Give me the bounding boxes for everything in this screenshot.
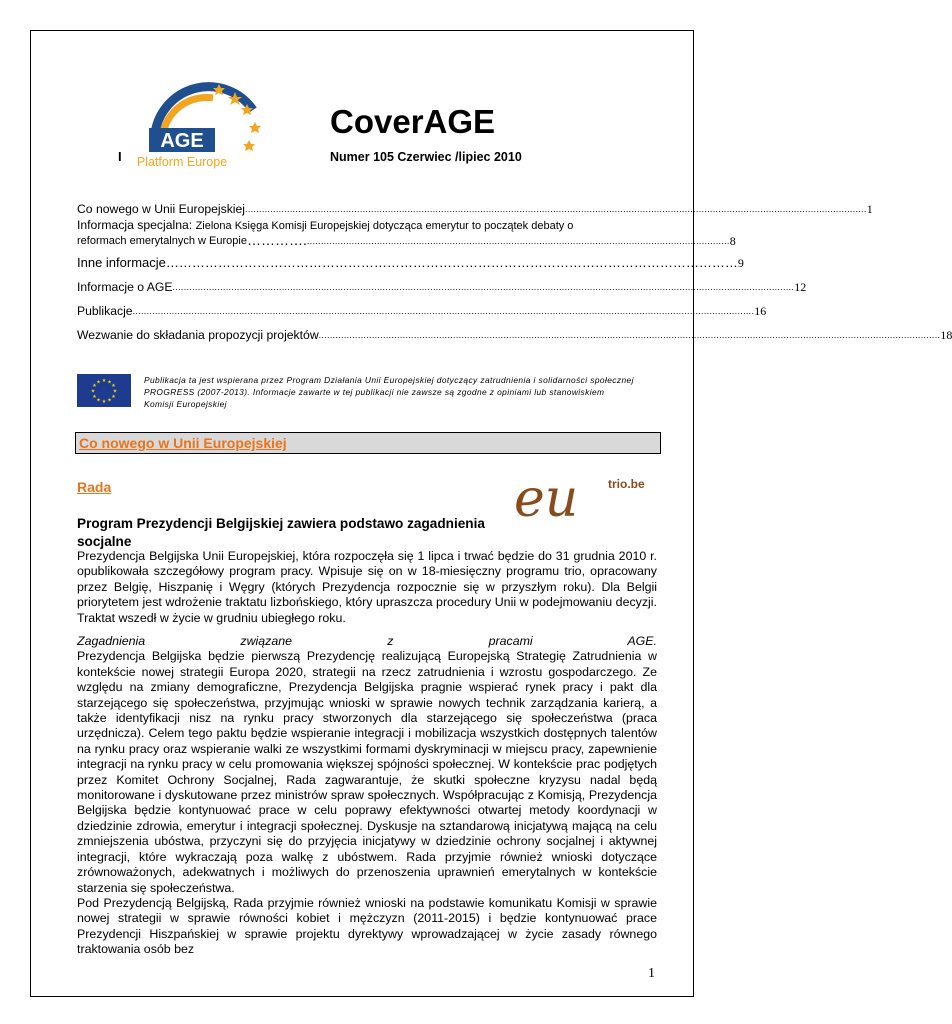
toc-label: Inne informacje — [77, 255, 166, 270]
toc-page: 8 — [729, 234, 736, 248]
svg-text:★: ★ — [92, 383, 97, 389]
svg-text:★: ★ — [107, 379, 112, 386]
svg-text:★: ★ — [92, 394, 97, 400]
eu-trio-logo — [512, 469, 652, 529]
paragraph-lead: Zagadnienia związane z pracami AGE. — [77, 634, 657, 648]
eu-flag-icon — [77, 374, 131, 407]
toc-entry[interactable]: Wezwanie do składania propozycji projektów .............................................................................................................................................................................................................................. 18 — [77, 328, 952, 342]
svg-text:★: ★ — [111, 394, 116, 400]
toc-entry-special[interactable]: Informacja specjalna: Zielona Księga Komisji Europejskiej dotycząca emerytur to początek debaty o reformach emerytalnych w Europie …………. ....................................................................................................................................................... 8 — [77, 218, 736, 248]
toc-label: Informacje o AGE — [77, 280, 173, 294]
header-marker: I — [118, 149, 122, 164]
star-icon — [243, 140, 255, 151]
funding-disclaimer: Publikacja ta jest wspierana przez Program Działania Unii Europejskiej dotyczący zatrudnienia i solidarności społecznej PROGRESS (2007-2013). Informacje zawarte w tej publikacji nie zawsze są zgodne z opiniami lub stanowiskiem Komisji Europejskiej — [144, 375, 634, 409]
paragraph-text: Prezydencja Belgijska będzie pierwszą Prezydencję realizującą Europejską Strategię Zatrudnienia w kontekście nowej strategii Europa 2020, strategii na rzecz zatrudnienia i wzrostu gospodarczego. Ze względu na zmiany demograficzne, Prezydencja Belgijska pragnie wspierać rynek pracy i pakt dla starzejącego się społeczeństwa, przyjmując wnioski w sprawie nowych technik zarządzania karierą, a także identyfikacji nisz na rynku pracy stworzonych dla starzejącego się społeczeństwa (praca urzędnicza). Celem tego paktu będzie wspieranie integracji i mobilizacja wszystkich dostępnych talentów na rynku pracy oraz wspieranie walki ze wszystkimi formami dyskryminacji w miejscu pracy, zapewnienie integracji na rynku pracy w celu promowania większej spójności społecznej. W kontekście prac podjętych przez Komitet Ochrony Socjalnej, Rada zagwarantuje, że skutki społeczne kryzysu nadal będą monitorowane i dyskutowane przez ministrów spraw społecznych. Współpracując z Komisją, Prezydencja Belgijska będzie kontynuować prace w celu poprawy efektywności otwartej metody koordynacji w dziedzinie zdrowia, emerytur i integracji społecznej. Dyskusje na sztandarową inicjatywą mającą na celu zmniejszenia ubóstwa, przyczyni się do przyjęcia inicjatywy w dziedzinie ochrony socjalnej i aktywnej integracji, które wykraczają poza walkę z ubóstwem. Rada przyjmie również wnioski dotyczące zrównoważonych, adekwatnych i możliwych do przenoszenia uprawnień emerytalnych w kontekście starzenia się społeczeństwa. — [77, 649, 657, 895]
subsection-title: Rada — [77, 479, 112, 495]
svg-text:trio.be: trio.be — [608, 477, 645, 491]
svg-text:★: ★ — [112, 388, 118, 395]
toc-entry[interactable]: Inne informacje …………………………………………………………………………………………………………………… 9 — [77, 255, 744, 270]
toc-page: 16 — [754, 304, 767, 318]
issue-info: Numer 105 Czerwiec /lipiec 2010 — [330, 150, 522, 164]
toc-label: Wezwanie do składania propozycji projektów — [77, 328, 319, 342]
paragraph-text: Pod Prezydencją Belgijską, Rada przyjmie również wnioski na podstawie komunikatu Komisji w sprawie nowej strategii w sprawie równości kobiet i mężczyzn (2011-2015) i będzie kontynuować prace Prezydencji Hiszpańskiej w sprawie projektu dyrektywy wprowadzającej w życie zasady równego traktowania osób bez — [77, 895, 657, 957]
svg-text:★: ★ — [107, 397, 112, 404]
toc-label-detail: reformach emerytalnych w Europie — [77, 235, 247, 247]
section-title: Co nowego w Unii Europejskiej — [79, 435, 287, 451]
svg-text:eu: eu — [514, 469, 579, 529]
toc-page: 18 — [940, 328, 952, 342]
newsletter-title: CoverAGE — [330, 103, 496, 140]
toc-page: 9 — [737, 256, 744, 270]
article-paragraph — [77, 549, 657, 626]
toc-page: 12 — [794, 280, 807, 294]
star-icon — [249, 122, 261, 133]
toc-entry[interactable]: Informacje o AGE .............................................................................................................................................................................................................................. 12 — [77, 280, 807, 294]
age-platform-europe-logo — [136, 82, 275, 174]
article-paragraph — [77, 634, 657, 958]
toc-label: Publikacje — [77, 304, 133, 318]
toc-entry[interactable]: Co nowego w Unii Europejskiej .............................................................................................................................................................................................................................. 1 — [77, 202, 873, 216]
svg-text:Platform Europe: Platform Europe — [136, 155, 228, 169]
svg-text:★: ★ — [111, 383, 116, 389]
toc-entry[interactable]: Publikacje .............................................................................................................................................................................................................................. 16 — [77, 304, 767, 318]
svg-text:★: ★ — [96, 379, 101, 386]
article-heading: Program Prezydencji Belgijskiej zawiera podstawo zagadnienia socjalne — [77, 516, 485, 549]
svg-text:★: ★ — [90, 388, 96, 395]
svg-text:★: ★ — [101, 399, 107, 405]
page-number: 1 — [648, 966, 655, 981]
svg-text:★: ★ — [101, 378, 107, 384]
toc-label-detail: Zielona Księga Komisji Europejskiej dotycząca emerytur to początek debaty o — [195, 220, 574, 232]
svg-text:AGE: AGE — [160, 130, 204, 152]
toc-label: Informacja specjalna: — [77, 218, 196, 232]
paragraph-text: Prezydencja Belgijska Unii Europejskiej, która rozpoczęła się 1 lipca i trwać będzie do 31 grudnia 2010 r. opublikowała szczegółowy program pracy. Wpisuje się on w 18-miesięczny programu trio, opracowany przez Belgię, Hiszpanię i Węgry (których Prezydencja rozpocznie się w przyszłym roku). Dla Belgii priorytetem jest wdrożenie traktatu lizbońskiego, który upraszcza procedury Unii w podejmowaniu decyzji. Traktat wszedł w życie w grudniu ubiegłego roku. — [77, 549, 657, 625]
svg-text:★: ★ — [96, 397, 101, 404]
toc-label: Co nowego w Unii Europejskiej — [77, 202, 246, 216]
toc-page: 1 — [866, 202, 873, 216]
